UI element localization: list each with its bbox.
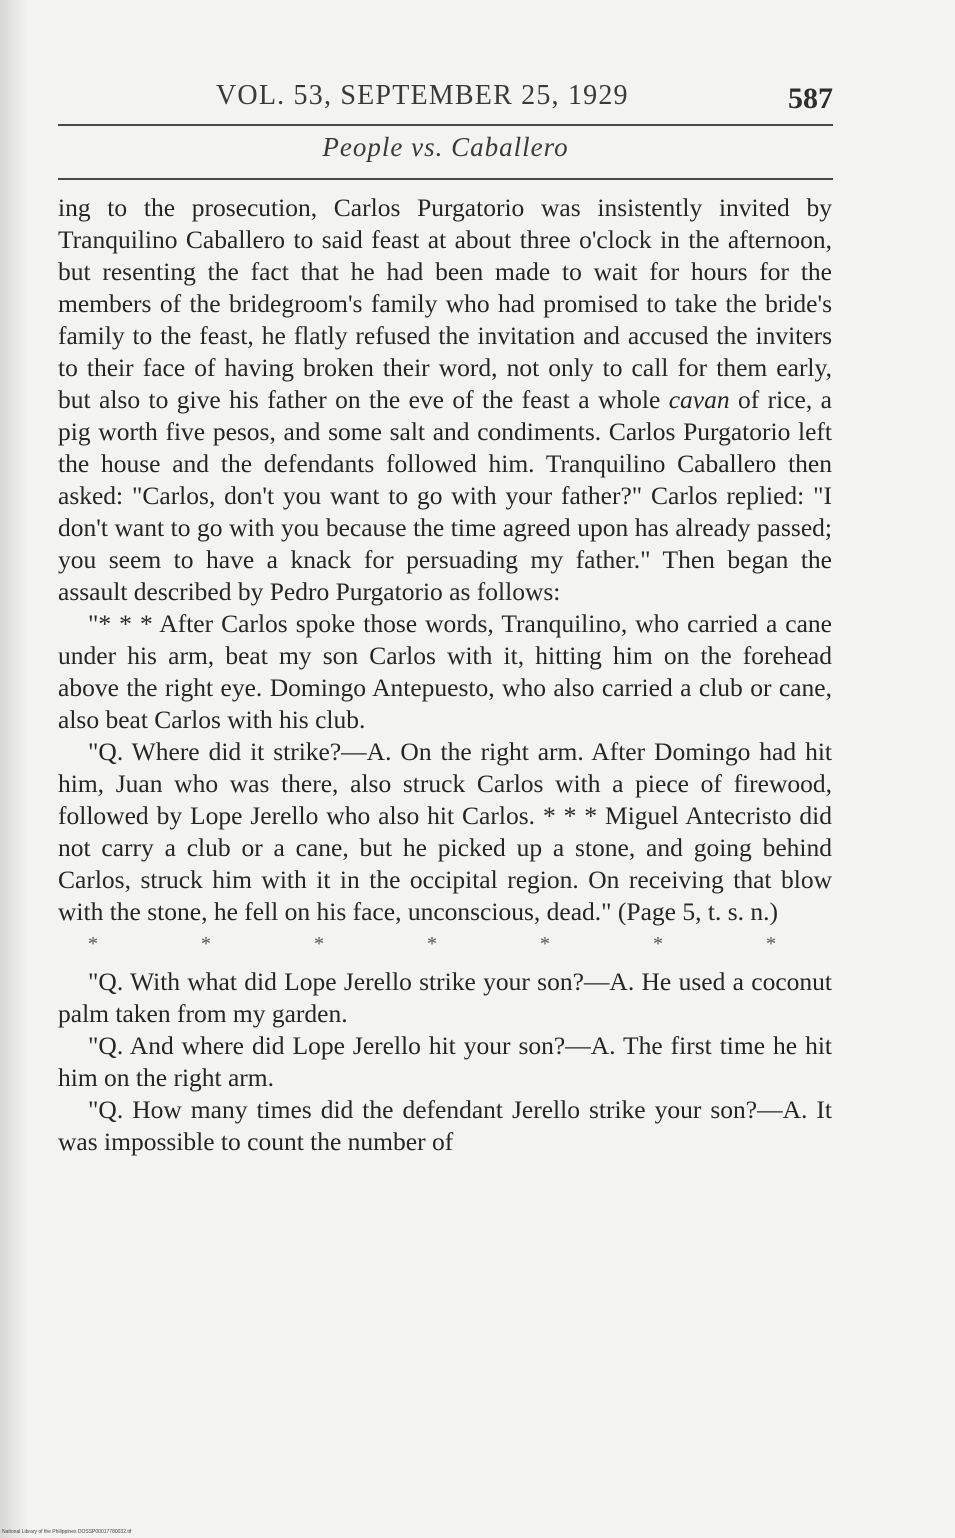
paragraph-6: "Q. How many times did the defendant Jerello strike your son?—A. It was impossible to count the number of [58, 1095, 832, 1156]
separator-star: * [653, 933, 663, 955]
asterisk-separator [58, 928, 832, 960]
paragraph-1-part-2: of rice, a pig worth five pesos, and some salt and condiments. Carlos Purgatorio left the house and the defendants followed him. Tranquilino Caballero then asked: "Carlos, don't you want to go with your father?" Carlos replied: "I don't want to go with you because the time agreed upon has already passed; you seem to have a knack for persuading my father." Then began the assault described by Pedro Purgatorio as follows: [58, 385, 832, 606]
archive-footer-note: National Library of the Philippines DOSSP00017780032.tif [2, 1529, 132, 1535]
body-text [58, 192, 832, 1158]
separator-star: * [766, 933, 776, 955]
page-header [58, 76, 833, 126]
paragraph-3: "Q. Where did it strike?—A. On the right arm. After Domingo had hit him, Juan who was there, also struck Carlos with a piece of firewood, followed by Lope Jerello who also hit Carlos. * * * Miguel Antecristo did not carry a club or a cane, but he picked up a stone, and going behind Carlos, struck him with it in the occipital region. On receiving that blow with the stone, he fell on his face, unconscious, dead." (Page 5, t. s. n.) [58, 737, 832, 926]
separator-star: * [88, 933, 98, 955]
separator-star: * [201, 933, 211, 955]
header-rule-top [58, 124, 833, 126]
cavan-term: cavan [668, 385, 730, 414]
running-head: VOL. 53, SEPTEMBER 25, 1929 [216, 80, 629, 111]
separator-star: * [427, 933, 437, 955]
page-edge-shadow [0, 0, 28, 1538]
header-rule-bottom [58, 178, 833, 180]
page-number: 587 [788, 82, 833, 115]
separator-star: * [540, 933, 550, 955]
case-title: People vs. Caballero [322, 132, 569, 162]
paragraph-1 [58, 192, 832, 608]
paragraph-1-part-1: ing to the prosecution, Carlos Purgatorio was insistently invited by Tranquilino Caballero to said feast at about three o'clock in the afternoon, but resenting the fact that he had been made to wait for hours for the members of the bridegroom's family who had promised to take the bride's family to the feast, he flatly refused the invitation and accused the inviters to their face of having broken their word, not only to call for them early, but also to give his father on the eve of the feast a whole [58, 193, 832, 414]
paragraph-4: "Q. With what did Lope Jerello strike your son?—A. He used a coconut palm taken from my garden. [58, 967, 832, 1028]
paragraph-5: "Q. And where did Lope Jerello hit your son?—A. The first time he hit him on the right arm. [58, 1031, 832, 1092]
separator-star: * [314, 933, 324, 955]
paragraph-2: "* * * After Carlos spoke those words, Tranquilino, who carried a cane under his arm, beat my son Carlos with it, hitting him on the forehead above the right eye. Domingo Antepuesto, who also carried a club or cane, also beat Carlos with his club. [58, 609, 832, 734]
